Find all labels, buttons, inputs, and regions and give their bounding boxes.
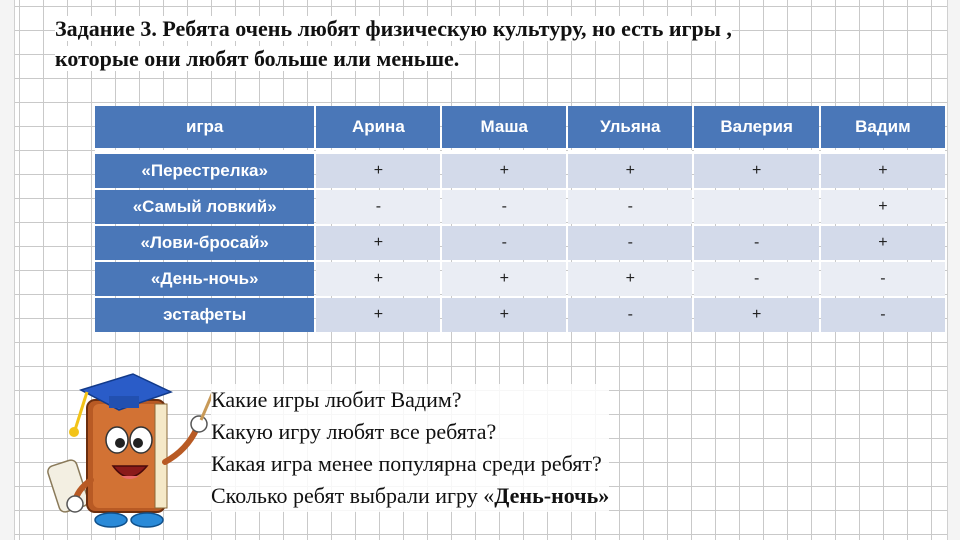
table-cell: - [442,190,566,224]
table-cell: + [316,150,440,188]
game-name: эстафеты [95,298,314,332]
game-name: «День-ночь» [95,262,314,296]
table-cell [694,190,819,224]
table-cell: + [568,262,692,296]
table-cell: + [442,150,566,188]
table-cell: + [821,226,945,260]
table-row [95,298,945,332]
question-1: Какие игры любит Вадим? [211,387,462,412]
header-game: игра [95,106,314,148]
question-4-text: Сколько ребят выбрали игру « [211,483,495,508]
table-cell: + [442,298,566,332]
game-name: «Перестрелка» [95,150,314,188]
table-cell: + [316,298,440,332]
table-cell: + [316,226,440,260]
table-header-row [95,106,945,148]
table-cell: + [694,298,819,332]
question-4 [211,480,609,512]
questions-block [211,384,609,512]
question-2: Какую игру любят все ребята? [211,419,497,444]
header-arina: Арина [316,106,440,148]
table-cell: + [568,150,692,188]
table-cell: - [316,190,440,224]
task-title-line-1: Задание 3. Ребята очень любят физическую культуру, но есть игры , [55,16,732,41]
table-row [95,226,945,260]
table-cell: + [821,190,945,224]
table-cell: - [568,298,692,332]
question-3: Какая игра менее популярна среди ребят? [211,451,602,476]
table-cell: - [821,298,945,332]
table-cell: - [568,190,692,224]
table-cell: - [694,262,819,296]
table-cell: - [568,226,692,260]
table-row [95,150,945,188]
game-name: «Лови-бросай» [95,226,314,260]
task-title [55,14,915,74]
header-vadim: Вадим [821,106,945,148]
task-title-line-2: которые они любят больше или меньше. [55,46,460,71]
slide [14,0,948,540]
table-cell: - [694,226,819,260]
table-cell: - [821,262,945,296]
table-row [95,262,945,296]
table-cell: + [694,150,819,188]
table-cell: + [821,150,945,188]
games-table [93,104,947,334]
question-4-game: День-ночь» [494,483,610,508]
table-cell: + [442,262,566,296]
header-ulyana: Ульяна [568,106,692,148]
table-cell: - [442,226,566,260]
table-row [95,190,945,224]
table-cell: + [316,262,440,296]
header-masha: Маша [442,106,566,148]
book-mascot-icon [47,370,217,530]
header-valeria: Валерия [694,106,819,148]
game-name: «Самый ловкий» [95,190,314,224]
